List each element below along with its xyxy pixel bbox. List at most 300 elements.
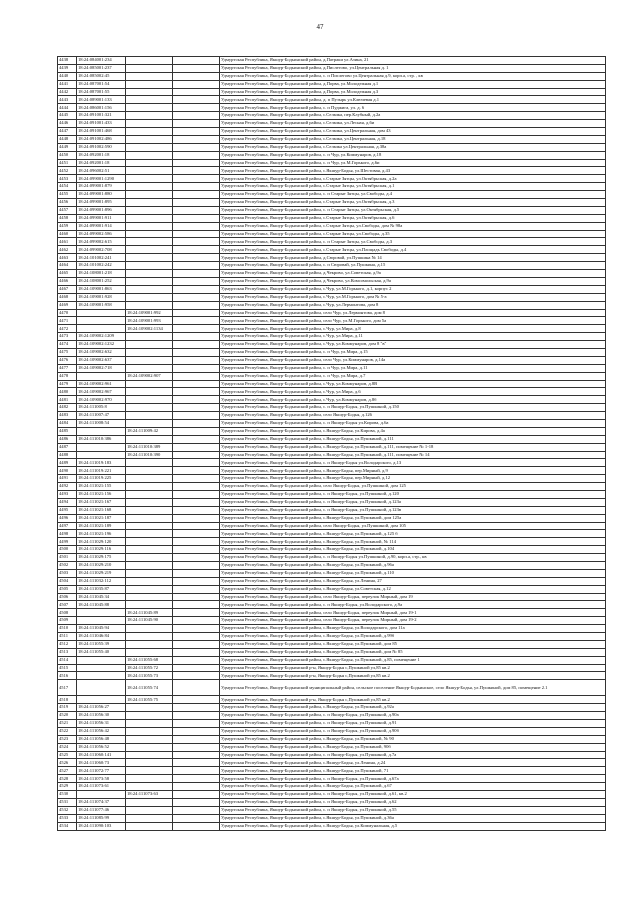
table-row	[58, 191, 606, 199]
address-cell: Удмуртская Республика, Якшур-Бодьинский район, с.Якшур-Бодья, ул.Пушкиной, д.111, помещение № 1-18	[220, 443, 606, 451]
address-cell: Удмуртская Республика, Якшур-Бодьинский район, с. п Якшур-Бодья, ул.Пушкиной, д.90а	[220, 712, 606, 720]
address-cell: Удмуртская Республика, Якшур-Бодьинский район, с.Чур, ул.Коммунаров, дом 8 "в"	[220, 341, 606, 349]
row-number-cell: 4458	[58, 214, 77, 222]
premises-cadastral-cell	[126, 601, 173, 609]
row-number-cell: 4455	[58, 191, 77, 199]
premises-cadastral-cell	[126, 475, 173, 483]
premises-cadastral-cell	[126, 254, 173, 262]
table-row	[58, 459, 606, 467]
cadastral-number-cell	[77, 664, 126, 672]
address-cell: Удмуртская Республика, Якшур-Бодьинский район, с. п Чур, ул.Коммунаров, д.18	[220, 151, 606, 159]
cadastral-number-cell: 18:24:111074:37	[77, 798, 126, 806]
cadastral-number-cell: 18:24:091001:321	[77, 112, 126, 120]
table-row	[58, 230, 606, 238]
premises-cadastral-cell	[126, 459, 173, 467]
cadastral-number-cell: 18:24:111045:94	[77, 625, 126, 633]
premises-cadastral-cell	[126, 222, 173, 230]
premises-cadastral-cell: 18:24:111045:89	[126, 609, 173, 617]
address-cell: Удмуртская Республика, Якшур-Бодьинский район, с. п Якшур-Бодья, ул.Пушкиной, д.120	[220, 490, 606, 498]
address-cell: Удмуртская Республика, Якшур-Бодьинский район, с. п Якшур-Бодья ул.Пушкиной, д.90, корп.а, стр., кв	[220, 554, 606, 562]
extra-cadastral-cell	[173, 404, 220, 412]
row-number-cell: 4483	[58, 412, 77, 420]
premises-cadastral-cell: 18:24:111009:42	[126, 427, 173, 435]
premises-cadastral-cell	[126, 435, 173, 443]
table-row	[58, 64, 606, 72]
cadastral-number-cell: 18:24:099001:1290	[77, 175, 126, 183]
extra-cadastral-cell	[173, 364, 220, 372]
premises-cadastral-cell	[126, 412, 173, 420]
address-cell: Удмуртская Республика, Якшур-Бодьинский район, с.Чур, ул.Коммунаров, д.8б	[220, 396, 606, 404]
row-number-cell: 4462	[58, 246, 77, 254]
cadastral-number-cell: 18:24:109002:718	[77, 364, 126, 372]
premises-cadastral-cell	[126, 419, 173, 427]
cadastral-number-cell: 18:24:109001:958	[77, 301, 126, 309]
extra-cadastral-cell	[173, 88, 220, 96]
premises-cadastral-cell	[126, 506, 173, 514]
cadastral-number-cell: 18:24:111021:187	[77, 514, 126, 522]
cadastral-number-cell	[77, 680, 126, 696]
cadastral-number-cell: 18:24:111021:155	[77, 483, 126, 491]
table-row	[58, 80, 606, 88]
address-cell: Удмуртская Республика, Якшур-Бодьинский муниципальный район, сельское поселение Якшур-Бодьинское, село Якшур-Бодья, ул.Пушкиной, дом 85, помещение 2.1	[220, 680, 606, 696]
premises-cadastral-cell	[126, 285, 173, 293]
premises-cadastral-cell	[126, 380, 173, 388]
extra-cadastral-cell	[173, 443, 220, 451]
row-number-cell: 4457	[58, 206, 77, 214]
table-row	[58, 727, 606, 735]
table-row	[58, 751, 606, 759]
cadastral-number-cell: 18:24:111085:99	[77, 814, 126, 822]
premises-cadastral-cell	[126, 191, 173, 199]
row-number-cell: 4440	[58, 72, 77, 80]
premises-cadastral-cell	[126, 562, 173, 570]
row-number-cell: 4495	[58, 506, 77, 514]
row-number-cell: 4506	[58, 593, 77, 601]
table-row	[58, 640, 606, 648]
row-number-cell: 4521	[58, 720, 77, 728]
table-row	[58, 364, 606, 372]
address-cell: Удмуртская Республика, Якшур-Бодьинский район, село Якшур-Бодья, д.126	[220, 412, 606, 420]
premises-cadastral-cell	[126, 80, 173, 88]
cadastral-number-cell: 18:24:092001:18	[77, 159, 126, 167]
table-row	[58, 388, 606, 396]
premises-cadastral-cell	[126, 396, 173, 404]
row-number-cell: 4453	[58, 175, 77, 183]
extra-cadastral-cell	[173, 301, 220, 309]
address-cell: Удмуртская Республика, Якшур-Бодьинский район, с.Якшур-Бодья, ул.Пушкиной, дом 125а	[220, 514, 606, 522]
extra-cadastral-cell	[173, 317, 220, 325]
row-number-cell: 4447	[58, 128, 77, 136]
row-number-cell: 4494	[58, 498, 77, 506]
premises-cadastral-cell	[126, 151, 173, 159]
premises-cadastral-cell: 18:24:111073:63	[126, 791, 173, 799]
table-row	[58, 798, 606, 806]
table-row	[58, 277, 606, 285]
row-number-cell: 4488	[58, 451, 77, 459]
premises-cadastral-cell	[126, 814, 173, 822]
premises-cadastral-cell	[126, 767, 173, 775]
extra-cadastral-cell	[173, 467, 220, 475]
extra-cadastral-cell	[173, 412, 220, 420]
premises-cadastral-cell: 18:24:111010:389	[126, 443, 173, 451]
table-row	[58, 356, 606, 364]
row-number-cell: 4484	[58, 419, 77, 427]
cadastral-number-cell: 18:24:111019:221	[77, 467, 126, 475]
row-number-cell: 4442	[58, 88, 77, 96]
row-number-cell: 4522	[58, 727, 77, 735]
premises-cadastral-cell	[126, 277, 173, 285]
premises-cadastral-cell	[126, 822, 173, 830]
table-row	[58, 435, 606, 443]
cadastral-number-cell: 18:24:111056:27	[77, 704, 126, 712]
premises-cadastral-cell	[126, 364, 173, 372]
table-row	[58, 72, 606, 80]
cadastral-number-cell: 18:24:101002:242	[77, 262, 126, 270]
premises-cadastral-cell	[126, 490, 173, 498]
premises-cadastral-cell	[126, 538, 173, 546]
extra-cadastral-cell	[173, 569, 220, 577]
extra-cadastral-cell	[173, 806, 220, 814]
address-cell: Удмуртская Республика, Якшур-Бодьинский район, с. п Якшур-Бодья, ул.Пушкиной, д.90б	[220, 727, 606, 735]
row-number-cell: 4534	[58, 822, 77, 830]
table-row	[58, 175, 606, 183]
cadastral-number-cell: 18:24:111021:196	[77, 530, 126, 538]
premises-cadastral-cell	[126, 783, 173, 791]
address-cell: Удмуртская Республика, Якшур-Бодьинский р-н, Якшур-Бодья с,Пушкиной ул,85 кв.2	[220, 664, 606, 672]
row-number-cell: 4499	[58, 538, 77, 546]
address-cell: Удмуртская Республика, Якшур-Бодьинский район, с.Чур, ул.Мира, д.8	[220, 325, 606, 333]
cadastral-number-cell: 18:24:099001:914	[77, 222, 126, 230]
premises-cadastral-cell	[126, 775, 173, 783]
cadastral-number-cell: 18:24:111045:34	[77, 593, 126, 601]
table-row	[58, 309, 606, 317]
cadastral-number-cell: 18:24:111056:42	[77, 727, 126, 735]
table-row	[58, 404, 606, 412]
table-row	[58, 246, 606, 254]
address-cell: Удмуртская Республика, Якшур-Бодьинский район, с.Сельчка, пер.Клубный, д.2а	[220, 112, 606, 120]
cadastral-number-cell: 18:24:109002:961	[77, 380, 126, 388]
table-row	[58, 538, 606, 546]
address-cell: Удмуртская Республика, Якшур-Бодьинский район, с.Якшур-Бодья, ул.Пушкиной, д.110	[220, 569, 606, 577]
extra-cadastral-cell	[173, 625, 220, 633]
row-number-cell: 4454	[58, 183, 77, 191]
table-row	[58, 720, 606, 728]
extra-cadastral-cell	[173, 609, 220, 617]
table-row	[58, 562, 606, 570]
cadastral-number-cell: 18:24:109001:863	[77, 285, 126, 293]
table-row	[58, 341, 606, 349]
extra-cadastral-cell	[173, 64, 220, 72]
address-cell: Удмуртская Республика, Якшур-Бодьинский район, с.Якшур-Бодья, ул.Пушкиной, д.96а	[220, 562, 606, 570]
extra-cadastral-cell	[173, 348, 220, 356]
row-number-cell: 4525	[58, 751, 77, 759]
extra-cadastral-cell	[173, 672, 220, 680]
row-number-cell: 4509	[58, 617, 77, 625]
cadastral-number-cell: 18:24:099002:708	[77, 246, 126, 254]
premises-cadastral-cell	[126, 625, 173, 633]
address-cell: Удмуртская Республика, Якшур-Бодьинский район, с. п Чур, ул.Мира, д.15	[220, 348, 606, 356]
row-number-cell: 4520	[58, 712, 77, 720]
cadastral-number-cell	[77, 317, 126, 325]
table-row	[58, 759, 606, 767]
row-number-cell: 4513	[58, 648, 77, 656]
cadastral-number-cell: 18:24:111056:52	[77, 743, 126, 751]
extra-cadastral-cell	[173, 783, 220, 791]
extra-cadastral-cell	[173, 617, 220, 625]
cadastral-number-cell: 18:24:111032:112	[77, 577, 126, 585]
table-row	[58, 412, 606, 420]
cadastral-number-cell	[77, 309, 126, 317]
address-cell: Удмуртская Республика, Якшур-Бодьинский район, с.Якшур-Бодья, ул.Пушкиной, д.85, помещение 1	[220, 656, 606, 664]
table-row	[58, 262, 606, 270]
address-cell: Удмуртская Республика, Якшур-Бодьинский район, с.Якшур-Бодья, пер.Мирный, д.12	[220, 475, 606, 483]
extra-cadastral-cell	[173, 664, 220, 672]
premises-cadastral-cell	[126, 270, 173, 278]
table-row	[58, 96, 606, 104]
row-number-cell: 4523	[58, 735, 77, 743]
extra-cadastral-cell	[173, 506, 220, 514]
extra-cadastral-cell	[173, 814, 220, 822]
extra-cadastral-cell	[173, 135, 220, 143]
premises-cadastral-cell	[126, 514, 173, 522]
extra-cadastral-cell	[173, 285, 220, 293]
table-row	[58, 696, 606, 704]
cadastral-number-cell	[77, 672, 126, 680]
row-number-cell: 4468	[58, 293, 77, 301]
premises-cadastral-cell	[126, 467, 173, 475]
extra-cadastral-cell	[173, 791, 220, 799]
extra-cadastral-cell	[173, 720, 220, 728]
table-row	[58, 633, 606, 641]
cadastral-number-cell: 18:24:091002:590	[77, 143, 126, 151]
address-cell: Удмуртская Республика, Якшур-Бодьинский район, село Якшур-Бодья, переулок Мирный, дом 19-2	[220, 617, 606, 625]
row-number-cell: 4505	[58, 585, 77, 593]
address-cell: Удмуртская Республика, Якшур-Бодьинский район, д.Патраки ул.Азина, 21	[220, 57, 606, 65]
cadastral-number-cell: 18:24:087001:54	[77, 80, 126, 88]
address-cell: Удмуртская Республика, Якшур-Бодьинский район, с.Якшур-Бодья, ул.Кирова, д.4а	[220, 427, 606, 435]
row-number-cell: 4460	[58, 230, 77, 238]
extra-cadastral-cell	[173, 159, 220, 167]
extra-cadastral-cell	[173, 451, 220, 459]
cadastral-number-cell: 18:24:099001:896	[77, 206, 126, 214]
address-cell: Удмуртская Республика, Якшур-Бодьинский район, с.Старые Зятцы, ул.Свободы, дом № 98а	[220, 222, 606, 230]
table-row	[58, 57, 606, 65]
cadastral-number-cell: 18:24:109001:928	[77, 293, 126, 301]
extra-cadastral-cell	[173, 459, 220, 467]
extra-cadastral-cell	[173, 585, 220, 593]
cadastral-number-cell: 18:24:111056:30	[77, 712, 126, 720]
table-row	[58, 609, 606, 617]
row-number-cell: 4476	[58, 356, 77, 364]
address-cell: Удмуртская Республика, Якшур-Бодьинский район, с.Старые Зятцы, ул.Октябрьская, д.3	[220, 199, 606, 207]
address-cell: Удмуртская Республика, Якшур-Бодьинский район, с. п Якшур-Бодья, ул.Пушкиной, д.123а	[220, 498, 606, 506]
extra-cadastral-cell	[173, 648, 220, 656]
cadastral-number-cell: 18:24:111090:103	[77, 822, 126, 830]
table-row	[58, 490, 606, 498]
address-cell: Удмуртская Республика, Якшур-Бодьинский район, с. п Старые Зятцы, ул.Октябрьская, д.5	[220, 206, 606, 214]
cadastral-number-cell: 18:24:109002:1209	[77, 333, 126, 341]
cadastral-number-cell: 18:24:111005:8	[77, 404, 126, 412]
extra-cadastral-cell	[173, 112, 220, 120]
premises-cadastral-cell	[126, 64, 173, 72]
row-number-cell: 4507	[58, 601, 77, 609]
address-cell: Удмуртская Республика, Якшур-Бодьинский район, с. п Чур, ул.М.Горького, д.6и	[220, 159, 606, 167]
address-cell: Удмуртская Республика, Якшур-Бодьинский район, с.Старые Зятцы, ул.Октябрьская, д.2а	[220, 175, 606, 183]
row-number-cell: 4444	[58, 104, 77, 112]
premises-cadastral-cell: 18:24:111055:74	[126, 680, 173, 696]
cadastral-number-cell: 18:24:091002:486	[77, 135, 126, 143]
row-number-cell: 4518	[58, 696, 77, 704]
premises-cadastral-cell	[126, 301, 173, 309]
row-number-cell: 4496	[58, 514, 77, 522]
row-number-cell: 4512	[58, 640, 77, 648]
address-cell: Удмуртская Республика, Якшур-Бодьинский район, с.Якшур-Бодья, ул.Пушкиной, д.125 б	[220, 530, 606, 538]
cadastral-number-cell: 18:24:111029:210	[77, 562, 126, 570]
extra-cadastral-cell	[173, 80, 220, 88]
cadastral-number-cell: 18:24:109002:970	[77, 396, 126, 404]
address-cell: Удмуртская Республика, Якшур-Бодьинский район, с. п Якшур-Бодья, ул.Пушкиной, д.61, кв.2	[220, 791, 606, 799]
row-number-cell: 4510	[58, 625, 77, 633]
cadastral-number-cell	[77, 617, 126, 625]
registry-table	[57, 56, 606, 831]
cadastral-number-cell: 18:24:108001:218	[77, 270, 126, 278]
cadastral-number-cell: 18:24:108001:252	[77, 277, 126, 285]
premises-cadastral-cell: 18:24:111055:68	[126, 656, 173, 664]
address-cell: Удмуртская Республика, Якшур-Бодьинский район, с.Якшур-Бодья, ул.Пушкиной, дом 85	[220, 640, 606, 648]
address-cell: Удмуртская Республика, Якшур-Бодьинский район, с.Якшур-Бодья, ул.Пушкиной, № 114	[220, 538, 606, 546]
extra-cadastral-cell	[173, 199, 220, 207]
extra-cadastral-cell	[173, 522, 220, 530]
address-cell: Удмуртская Республика, Якшур-Бодьинский район, с.Чур, ул.Мира, д.6	[220, 388, 606, 396]
extra-cadastral-cell	[173, 128, 220, 136]
address-cell: Удмуртская Республика, Якшур-Бодьинский район, с.Сельчка ул.Центральная, д.38а	[220, 143, 606, 151]
premises-cadastral-cell: 18:24:111010:390	[126, 451, 173, 459]
table-row	[58, 664, 606, 672]
address-cell: Удмуртская Республика, Якшур-Бодьинский район, с.Якшур-Бодья, ул.Шестовая, д.43	[220, 167, 606, 175]
cadastral-number-cell: 18:24:109002:637	[77, 356, 126, 364]
extra-cadastral-cell	[173, 577, 220, 585]
address-cell: Удмуртская Республика, Якшур-Бодьинский район, с.Чур, ул.Лермонтова, дом 8	[220, 301, 606, 309]
address-cell: Удмуртская Республика, Якшур-Бодьинский район, д. п Пузырь ул.Ключевая д.1	[220, 96, 606, 104]
table-row	[58, 601, 606, 609]
cadastral-number-cell: 18:24:111046:84	[77, 633, 126, 641]
extra-cadastral-cell	[173, 72, 220, 80]
cadastral-number-cell: 18:24:085002:45	[77, 72, 126, 80]
premises-cadastral-cell	[126, 735, 173, 743]
row-number-cell: 4517	[58, 680, 77, 696]
cadastral-number-cell: 18:24:089001:133	[77, 96, 126, 104]
address-cell: Удмуртская Республика, Якшур-Бодьинский район, с.Якшур-Бодья, ул.Пушкиной, д.67	[220, 783, 606, 791]
cadastral-number-cell	[77, 372, 126, 380]
table-row	[58, 443, 606, 451]
table-row	[58, 767, 606, 775]
address-cell: Удмуртская Республика, Якшур-Бодьинский район, с.Старые Зятцы, ул.Октябрьская, д.1	[220, 183, 606, 191]
premises-cadastral-cell	[126, 356, 173, 364]
address-cell: Удмуртская Республика, Якшур-Бодьинский район, с.Якшур-Бодья, ул.Пушкиной, д.36а	[220, 814, 606, 822]
address-cell: Удмуртская Республика, Якшур-Бодьинский район, с. п Пислегово ул.Центральная д.9, корп.а, стр. , кв	[220, 72, 606, 80]
row-number-cell: 4491	[58, 475, 77, 483]
extra-cadastral-cell	[173, 333, 220, 341]
table-row	[58, 222, 606, 230]
cadastral-number-cell: 18:24:099001:879	[77, 183, 126, 191]
row-number-cell: 4531	[58, 798, 77, 806]
premises-cadastral-cell: 18:24:109002:1134	[126, 325, 173, 333]
cadastral-number-cell: 18:24:111072:77	[77, 767, 126, 775]
table-row	[58, 593, 606, 601]
premises-cadastral-cell	[126, 530, 173, 538]
premises-cadastral-cell	[126, 554, 173, 562]
address-cell: Удмуртская Республика, Якшур-Бодьинский район, с.Сельчка, ул.Центральная, д.18	[220, 135, 606, 143]
address-cell: Удмуртская Республика, Якшур-Бодьинский район, с.Якшур-Бодья, ул.Пушкиной, д.99б	[220, 633, 606, 641]
address-cell: Удмуртская Республика, Якшур-Бодьинский район, с. п Старые Зятцы, ул.Свободы, д.3	[220, 238, 606, 246]
row-number-cell: 4485	[58, 427, 77, 435]
table-row	[58, 238, 606, 246]
row-number-cell: 4480	[58, 388, 77, 396]
table-row	[58, 396, 606, 404]
row-number-cell: 4500	[58, 546, 77, 554]
cadastral-number-cell: 18:24:085001:237	[77, 64, 126, 72]
premises-cadastral-cell	[126, 96, 173, 104]
cadastral-number-cell: 18:24:111029:116	[77, 546, 126, 554]
table-row	[58, 451, 606, 459]
cadastral-number-cell: 18:24:099002:586	[77, 230, 126, 238]
row-number-cell: 4504	[58, 577, 77, 585]
cadastral-number-cell: 18:24:111073:58	[77, 775, 126, 783]
cadastral-number-cell: 18:24:111056:48	[77, 735, 126, 743]
cadastral-number-cell: 18:24:111008:54	[77, 419, 126, 427]
cadastral-number-cell	[77, 427, 126, 435]
address-cell: Удмуртская Республика, Якшур-Бодьинский район, с. п Сюровай, ул.Пушкина, д.15	[220, 262, 606, 270]
extra-cadastral-cell	[173, 475, 220, 483]
row-number-cell: 4443	[58, 96, 77, 104]
premises-cadastral-cell	[126, 238, 173, 246]
extra-cadastral-cell	[173, 743, 220, 751]
address-cell: Удмуртская Республика, Якшур-Бодьинский район, с. п Якшур-Бодья ул.Володарского, д.13	[220, 459, 606, 467]
extra-cadastral-cell	[173, 206, 220, 214]
row-number-cell: 4516	[58, 672, 77, 680]
premises-cadastral-cell	[126, 72, 173, 80]
extra-cadastral-cell	[173, 222, 220, 230]
extra-cadastral-cell	[173, 325, 220, 333]
row-number-cell: 4446	[58, 120, 77, 128]
cadastral-number-cell: 18:24:111029:120	[77, 538, 126, 546]
table-row	[58, 348, 606, 356]
row-number-cell: 4497	[58, 522, 77, 530]
premises-cadastral-cell	[126, 522, 173, 530]
address-cell: Удмуртская Республика, Якшур-Бодьинский район, с.Якшур-Бодья, пер.Мирный, д.9	[220, 467, 606, 475]
cadastral-number-cell: 18:24:111045:88	[77, 601, 126, 609]
premises-cadastral-cell: 18:24:109001:993	[126, 317, 173, 325]
extra-cadastral-cell	[173, 246, 220, 254]
extra-cadastral-cell	[173, 57, 220, 65]
extra-cadastral-cell	[173, 419, 220, 427]
extra-cadastral-cell	[173, 238, 220, 246]
address-cell: Удмуртская Республика, Якшур-Бодьинский район, с.Якшур-Бодья, ул.Пушкиной, д.104	[220, 546, 606, 554]
extra-cadastral-cell	[173, 751, 220, 759]
extra-cadastral-cell	[173, 601, 220, 609]
extra-cadastral-cell	[173, 798, 220, 806]
address-cell: Удмуртская Республика, Якшур-Бодьинский район, с.Сельчка, ул.Лесная, д.6и	[220, 120, 606, 128]
row-number-cell: 4470	[58, 309, 77, 317]
premises-cadastral-cell	[126, 159, 173, 167]
extra-cadastral-cell	[173, 183, 220, 191]
table-row	[58, 317, 606, 325]
premises-cadastral-cell: 18:24:111055:73	[126, 672, 173, 680]
table-row	[58, 159, 606, 167]
extra-cadastral-cell	[173, 254, 220, 262]
address-cell: Удмуртская Республика, Якшур-Бодьинский район, с.Сельчка, ул.Центральная, дом 43	[220, 128, 606, 136]
premises-cadastral-cell	[126, 230, 173, 238]
